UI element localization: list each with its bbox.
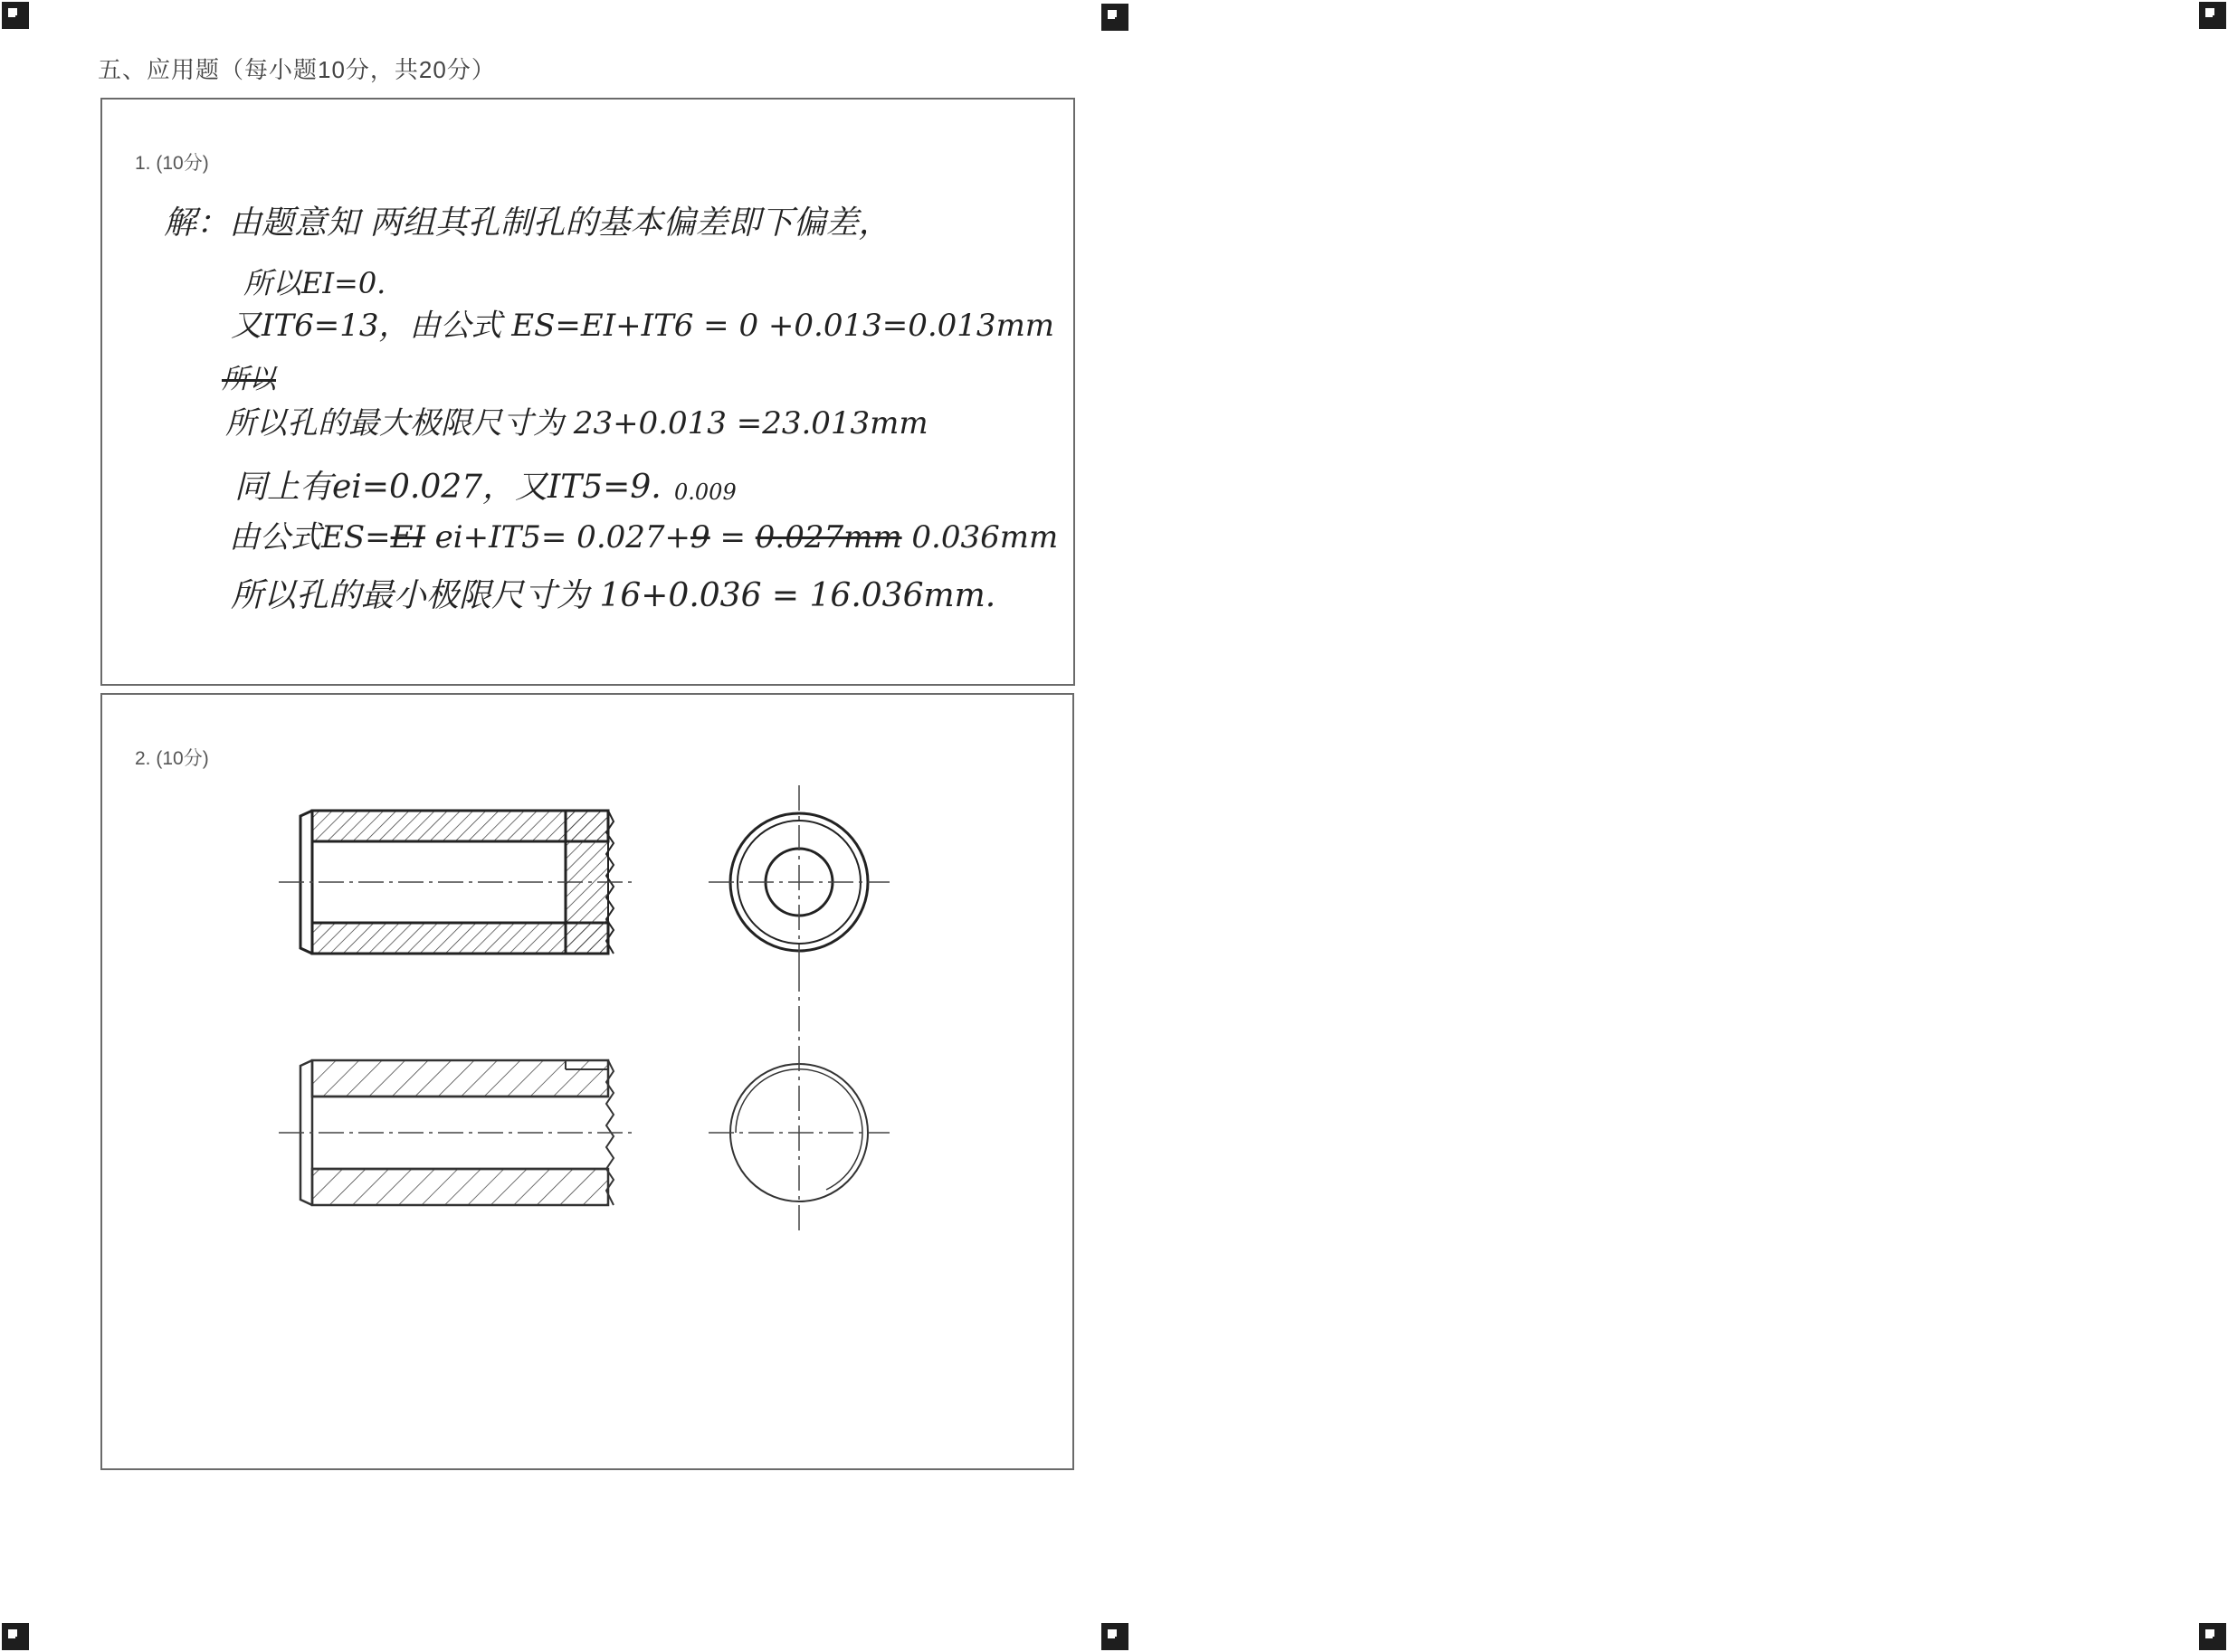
section-title: 五、应用题（每小题10分，共20分）: [98, 56, 496, 83]
answer-line: 所以孔的最小极限尺寸为 16+0.036 = 16.036mm.: [231, 577, 996, 614]
question-label: 1. (10分): [135, 153, 209, 174]
crossed-out-text: EI: [390, 519, 425, 555]
registration-marker: [2, 1623, 29, 1650]
answer-box-q2: [100, 693, 1074, 1470]
answer-line: 解：由题意知 两组其孔制孔的基本偏差即下偏差，: [164, 204, 891, 242]
annotation-above: 0.009: [674, 479, 737, 505]
question-label: 2. (10分): [135, 748, 209, 769]
crossed-out-text: 9: [690, 519, 710, 555]
answer-line: 又IT6=13，由公式 ES=EI+IT6 = 0 +0.013=0.013mm: [231, 308, 1055, 344]
end-view-bottom: [709, 966, 890, 1234]
answer-line: 由公式ES=EI ei+IT5= 0.027+9 = 0.027mm 0.036mm: [229, 519, 1059, 555]
end-view-top: [709, 785, 890, 966]
crossed-out-text: 所以: [222, 364, 276, 395]
technical-drawing: [102, 695, 1072, 1468]
section-view-bottom: [279, 1060, 636, 1205]
answer-line: 所以孔的最大极限尺寸为 23+0.013 =23.013mm: [225, 405, 928, 441]
section-view-top: [279, 811, 636, 954]
registration-marker: [2199, 2, 2226, 29]
registration-marker: [1101, 4, 1128, 31]
registration-marker: [1101, 1623, 1128, 1650]
registration-marker: [2, 2, 29, 29]
registration-marker: [2199, 1623, 2226, 1650]
answer-box-q1: [100, 98, 1075, 686]
answer-line: 所以EI=0.: [243, 266, 386, 300]
crossed-out-text: 0.027mm: [755, 519, 902, 555]
answer-line: 同上有ei=0.027，又IT5=9.: [234, 469, 662, 506]
